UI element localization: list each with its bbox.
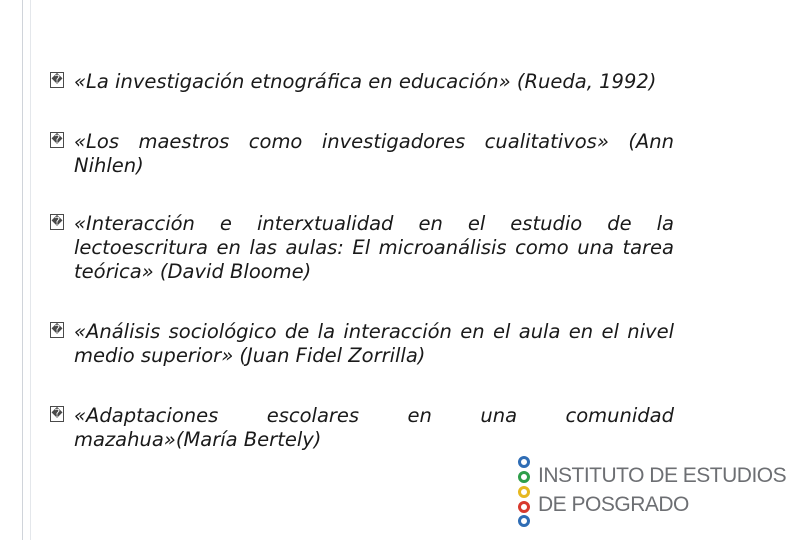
logo-dot xyxy=(518,486,530,498)
logo-dots-icon xyxy=(516,454,532,528)
logo-dot xyxy=(518,501,530,513)
logo-dot xyxy=(518,515,530,527)
logo-line-2: DE POSGRADO xyxy=(538,493,689,516)
bullet-icon: � xyxy=(51,215,63,228)
list-item-text: «Análisis sociológico de la interacción en el aula en el nivel medio superior» (Juan Fidel Zorrilla) xyxy=(74,320,674,367)
logo-dot xyxy=(518,471,530,483)
list-item-text: «Adaptaciones escolares en una comunidad mazahua»(María Bertely) xyxy=(74,404,674,451)
bullet-icon: � xyxy=(51,407,63,420)
left-border-line xyxy=(22,0,23,540)
list-item-text: «La investigación etnográfica en educación» (Rueda, 1992) xyxy=(74,70,657,93)
bullet-icon: � xyxy=(51,133,63,146)
list-item-text: «Los maestros como investigadores cualitativos» (Ann Nihlen) xyxy=(74,130,674,177)
bullet-icon: � xyxy=(51,323,63,336)
logo-dot xyxy=(518,456,530,468)
list-item-text: «Interacción e interxtualidad en el estudio de la lectoescritura en las aulas: El microanálisis como una tarea teórica» (David Bloome) xyxy=(74,212,674,283)
left-border-line-inner xyxy=(30,0,31,540)
institute-logo xyxy=(516,454,786,528)
bullet-icon: � xyxy=(51,73,63,86)
logo-line-1: INSTITUTO DE ESTUDIOS xyxy=(538,464,786,487)
